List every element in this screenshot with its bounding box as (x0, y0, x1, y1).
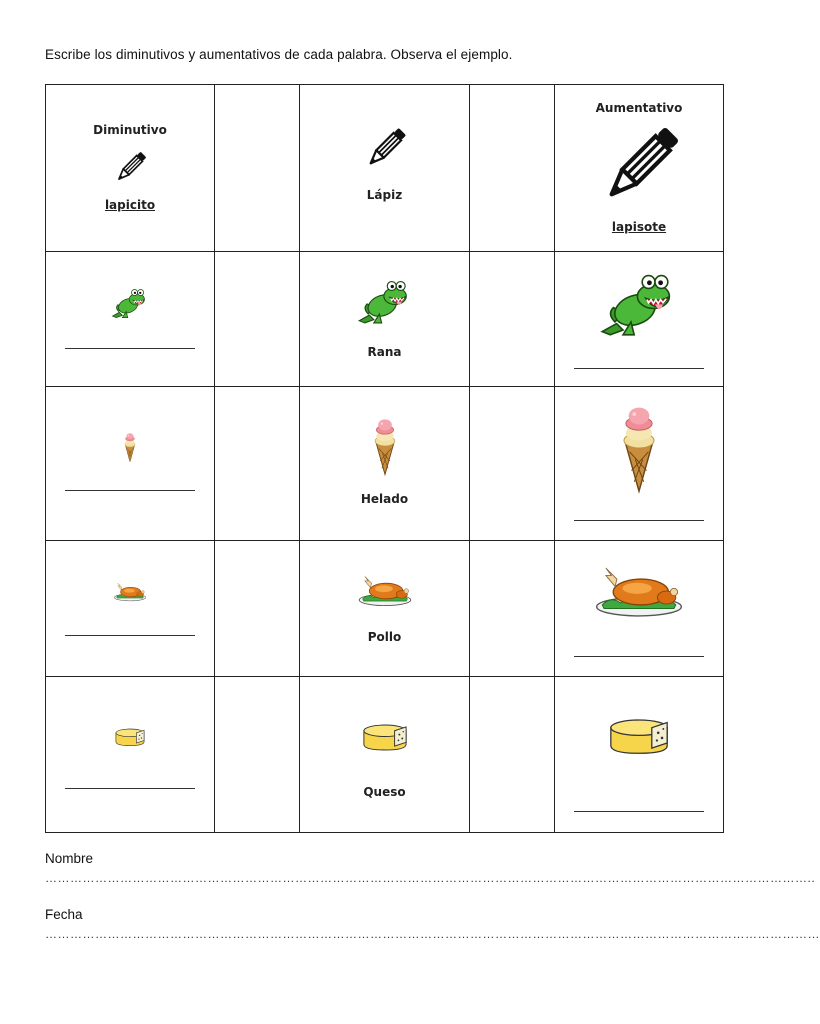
augmentative-title: Aumentativo (595, 101, 683, 115)
small-frog-icon (111, 284, 149, 320)
base-word-cell (300, 541, 470, 677)
diminutive-cell (46, 541, 215, 677)
diminutive-answer-line[interactable] (65, 348, 195, 349)
base-word-cell (300, 387, 470, 541)
spacer-cell (470, 677, 555, 833)
name-label: Nombre (45, 851, 94, 866)
date-label: Fecha (45, 907, 83, 922)
small-roast-chicken-icon (113, 581, 147, 603)
spacer-cell (215, 252, 300, 387)
base-word: Queso (363, 785, 406, 799)
diminutive-title: Diminutivo (93, 123, 167, 137)
augmentative-answer-line[interactable] (574, 656, 704, 657)
diminutive-cell (46, 252, 215, 387)
date-field[interactable]: …………………………………………………………………………………………………………………………………………………………………… (45, 927, 820, 941)
frog-row (46, 252, 724, 387)
large-cheese-icon (607, 711, 671, 761)
diminutive-answer-line[interactable] (65, 635, 195, 636)
base-word-cell (300, 252, 470, 387)
augmentative-cell (555, 541, 724, 677)
diminutive-cell (46, 677, 215, 833)
base-word-cell (300, 85, 470, 252)
large-roast-chicken-icon (593, 563, 685, 621)
diminutive-answer-line[interactable] (65, 788, 195, 789)
base-word: Pollo (367, 630, 402, 644)
chicken-row (46, 541, 724, 677)
ice-cream-row (46, 387, 724, 541)
small-ice-cream-icon (122, 431, 138, 463)
ice-cream-icon (370, 415, 400, 477)
augmentative-answer-line[interactable] (574, 520, 704, 521)
base-word: Helado (360, 492, 409, 506)
spacer-cell (470, 252, 555, 387)
spacer-cell (215, 387, 300, 541)
spacer-cell (215, 85, 300, 252)
augmentative-answer-line[interactable] (574, 368, 704, 369)
diminutive-answer-line[interactable] (65, 490, 195, 491)
base-word: Lápiz (366, 188, 403, 202)
large-frog-icon (599, 266, 679, 338)
small-pencil-icon (113, 151, 147, 185)
base-word-cell (300, 677, 470, 833)
frog-icon (357, 274, 413, 326)
augmentative-answer-line[interactable] (574, 811, 704, 812)
spacer-cell (470, 541, 555, 677)
base-word: Rana (367, 345, 402, 359)
augmentative-cell (555, 85, 724, 252)
large-pencil-icon (597, 125, 681, 209)
pencil-icon (363, 127, 407, 171)
name-field[interactable]: ………………………………………………………………………………………………………………………………………………………………….. (45, 871, 816, 885)
cheese-icon (361, 719, 409, 755)
cheese-row (46, 677, 724, 833)
augmentative-cell (555, 677, 724, 833)
augmentative-cell (555, 252, 724, 387)
instructions-text: Escribe los diminutivos y aumentativos de cada palabra. Observa el ejemplo. (45, 47, 513, 62)
example-row (46, 85, 724, 252)
small-cheese-icon (114, 725, 146, 749)
large-ice-cream-icon (616, 401, 662, 495)
spacer-cell (215, 541, 300, 677)
spacer-cell (470, 387, 555, 541)
augmentative-cell (555, 387, 724, 541)
diminutive-cell (46, 387, 215, 541)
diminutive-example: lapicito (104, 198, 156, 212)
spacer-cell (470, 85, 555, 252)
augmentative-example: lapisote (611, 220, 667, 234)
spacer-cell (215, 677, 300, 833)
worksheet-table (45, 84, 724, 833)
roast-chicken-icon (357, 573, 413, 609)
diminutive-cell (46, 85, 215, 252)
